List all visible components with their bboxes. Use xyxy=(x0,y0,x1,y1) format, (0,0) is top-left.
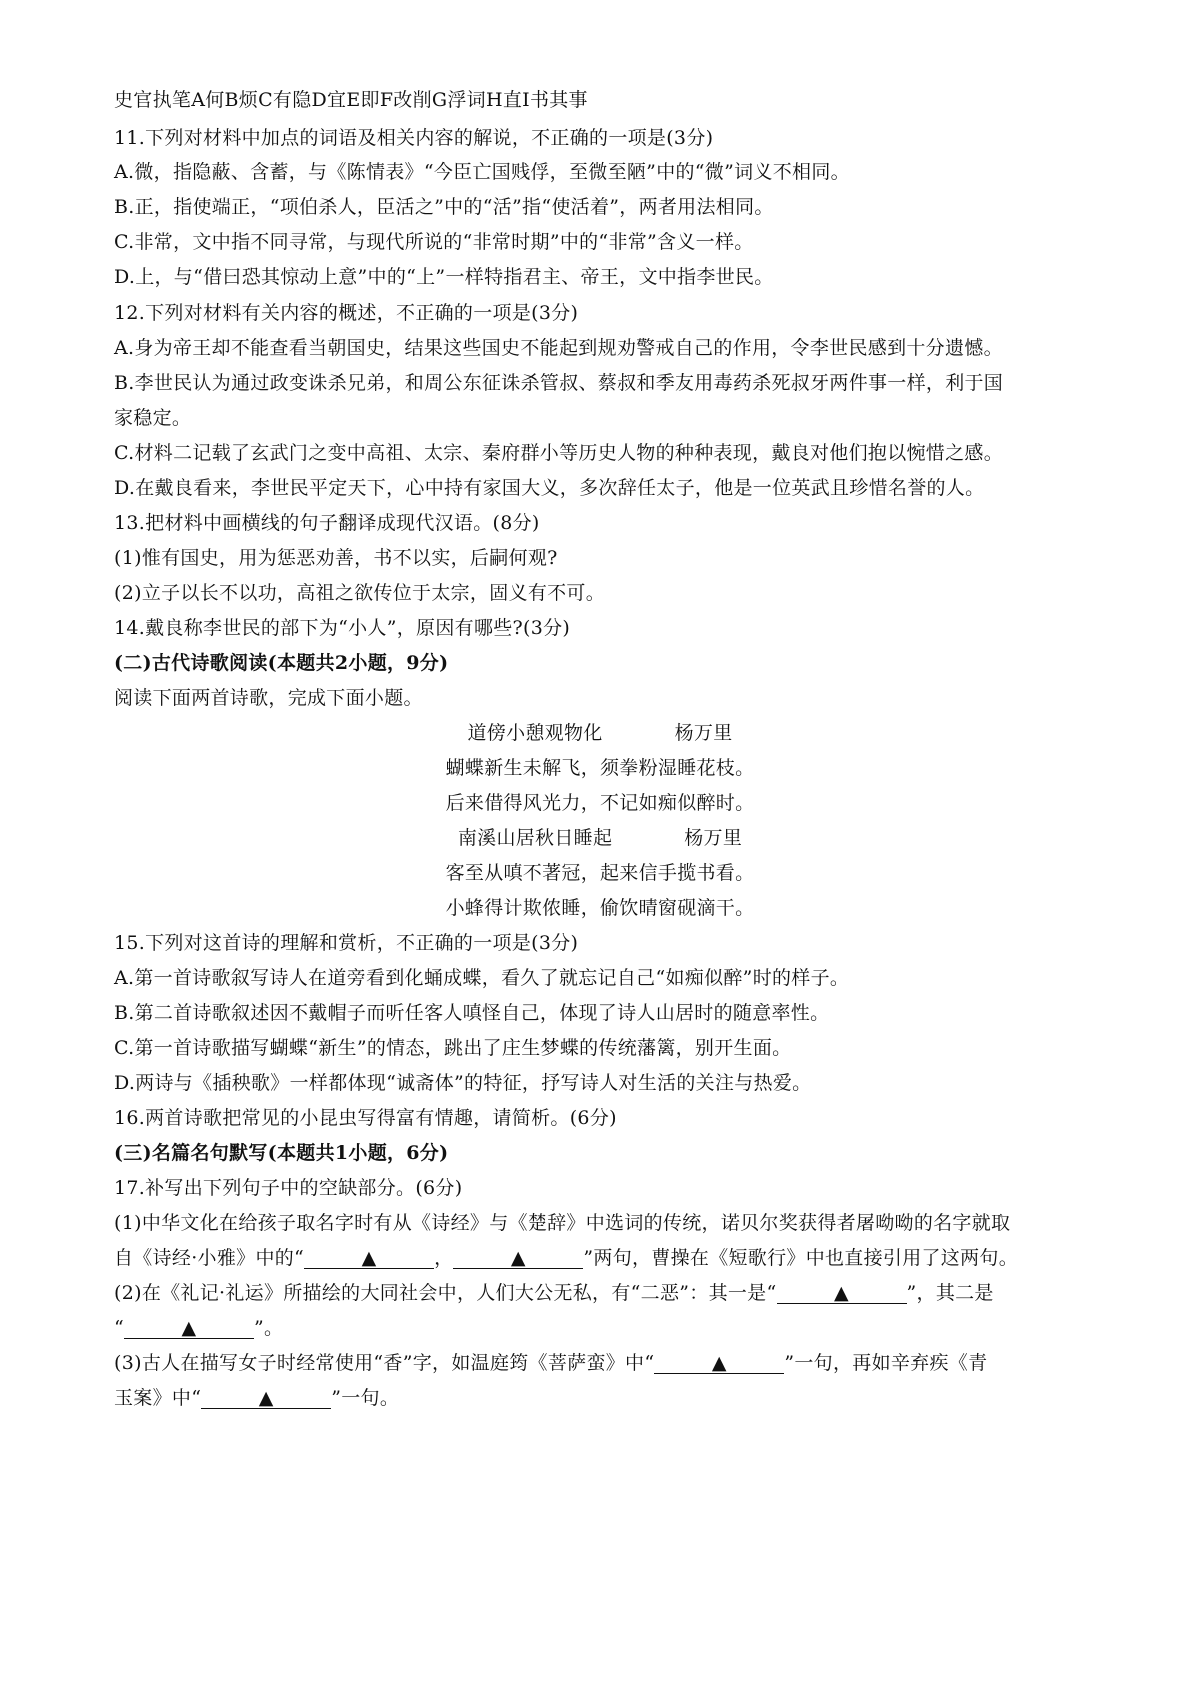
q11-option-d: D.上，与“借曰恐其惊动上意”中的“上”一样特指君主、帝王，文中指李世民。 xyxy=(114,266,774,288)
poem-1-author: 杨万里 xyxy=(674,722,733,744)
q15-option-b: B.第二首诗歌叙述因不戴帽子而听任客人嗔怪自己，体现了诗人山居时的随意率性。 xyxy=(114,1002,830,1024)
poem-1-title-line xyxy=(0,721,1200,745)
q12-option-a: A.身为帝王却不能查看当朝国史，结果这些国史不能起到规劝警戒自己的作用，令李世民感到十分遗憾。 xyxy=(114,337,1003,359)
q17-part3-line2 xyxy=(114,1386,1104,1410)
q17-part3-prefix-2: 玉案》中“ xyxy=(114,1387,202,1409)
poem-1-title: 道傍小憩观物化 xyxy=(467,722,603,744)
section-3-heading: (三)名篇名句默写(本题共1小题，6分) xyxy=(114,1142,449,1164)
answer-blank[interactable]: ▲ xyxy=(777,1283,907,1304)
poem-2-title: 南溪山居秋日睡起 xyxy=(457,827,613,849)
q13-sentence-2: (2)立子以长不以功，高祖之欲传位于太宗，固义有不可。 xyxy=(114,582,606,604)
poem-2-author: 杨万里 xyxy=(684,827,743,849)
q17-part2-open-quote: “ xyxy=(114,1317,125,1339)
q15-option-c: C.第一首诗歌描写蝴蝶“新生”的情态，跳出了庄生梦蝶的传统藩篱，别开生面。 xyxy=(114,1037,792,1059)
q15-option-d: D.两诗与《插秧歌》一样都体现“诚斋体”的特征，抒写诗人对生活的关注与热爱。 xyxy=(114,1072,812,1094)
poem-1-line-2: 后来借得风光力，不记如痴似醉时。 xyxy=(445,792,755,814)
q12-option-c: C.材料二记载了玄武门之变中高祖、太宗、秦府群小等历史人物的种种表现，戴良对他们抱以惋惜之感。 xyxy=(114,442,1004,464)
q17-part3-prefix: (3)古人在描写女子时经常使用“香”字，如温庭筠《菩萨蛮》中“ xyxy=(114,1352,655,1374)
q17-part3-suffix: ”一句，再如辛弃疾《青 xyxy=(784,1352,988,1374)
poem-2-line-2: 小蜂得计欺侬睡，偷饮晴窗砚滴干。 xyxy=(445,897,755,919)
q10-answer-line: 史官执笔A何B烦C有隐D宜E即F改削G浮词H直I书其事 xyxy=(114,89,588,111)
q15-option-a: A.第一首诗歌叙写诗人在道旁看到化蛹成蝶，看久了就忘记自己“如痴似醉”时的样子。 xyxy=(114,967,850,989)
q11-option-b: B.正，指使端正，“项伯杀人，臣活之”中的“活”指“使活着”，两者用法相同。 xyxy=(114,196,774,218)
q12-stem: 12.下列对材料有关内容的概述，不正确的一项是(3分) xyxy=(114,302,579,324)
answer-blank[interactable]: ▲ xyxy=(453,1248,583,1269)
q17-part3-suffix-2: ”一句。 xyxy=(331,1387,400,1409)
poem-1-line-1: 蝴蝶新生未解飞，须拳粉湿睡花枝。 xyxy=(445,757,755,779)
q17-part2-close-quote: ”。 xyxy=(254,1317,284,1339)
q12-option-d: D.在戴良看来，李世民平定天下，心中持有家国大义，多次辞任太子，他是一位英武且珍惜名誉的人。 xyxy=(114,477,985,499)
q12-option-b-line2: 家稳定。 xyxy=(114,407,192,429)
q17-part2-prefix: (2)在《礼记·礼运》所描绘的大同社会中，人们大公无私，有“二恶”：其一是“ xyxy=(114,1282,777,1304)
q11-option-c: C.非常，文中指不同寻常，与现代所说的“非常时期”中的“非常”含义一样。 xyxy=(114,231,754,253)
section-2-heading: (二)古代诗歌阅读(本题共2小题，9分) xyxy=(114,652,449,674)
q14-stem: 14.戴良称李世民的部下为“小人”，原因有哪些?(3分) xyxy=(114,617,571,639)
poem-2-line-1: 客至从嗔不著冠，起来信手揽书看。 xyxy=(445,862,755,884)
q17-part2-line2 xyxy=(114,1316,1104,1340)
q17-part1-line1: (1)中华文化在给孩子取名字时有从《诗经》与《楚辞》中选词的传统，诺贝尔奖获得者屠呦呦的名字就取 xyxy=(114,1212,1011,1234)
answer-blank[interactable]: ▲ xyxy=(201,1388,331,1409)
q16-stem: 16.两首诗歌把常见的小昆虫写得富有情趣，请简析。(6分) xyxy=(114,1107,617,1129)
q17-part1-comma: ， xyxy=(434,1247,454,1269)
q12-option-b-line1: B.李世民认为通过政变诛杀兄弟，和周公东征诛杀管叔、蔡叔和季友用毒药杀死叔牙两件事一样，利于国 xyxy=(114,372,1004,394)
q13-sentence-1: (1)惟有国史，用为惩恶劝善，书不以实，后嗣何观? xyxy=(114,547,558,569)
q17-part2-line1 xyxy=(114,1281,1104,1305)
section-2-intro: 阅读下面两首诗歌，完成下面小题。 xyxy=(114,687,423,709)
q17-part3-line1 xyxy=(114,1351,1104,1375)
q17-stem: 17.补写出下列句子中的空缺部分。(6分) xyxy=(114,1177,463,1199)
answer-blank[interactable]: ▲ xyxy=(124,1318,254,1339)
q17-part1-suffix: ”两句，曹操在《短歌行》中也直接引用了这两句。 xyxy=(583,1247,1018,1269)
answer-blank[interactable]: ▲ xyxy=(304,1248,434,1269)
q17-part1-line2 xyxy=(114,1246,1104,1270)
answer-blank[interactable]: ▲ xyxy=(654,1353,784,1374)
q13-stem: 13.把材料中画横线的句子翻译成现代汉语。(8分) xyxy=(114,512,540,534)
q11-stem: 11.下列对材料中加点的词语及相关内容的解说，不正确的一项是(3分) xyxy=(114,127,714,149)
q17-part2-suffix: ”，其二是 xyxy=(906,1282,994,1304)
q17-part1-prefix: 自《诗经·小雅》中的“ xyxy=(114,1247,305,1269)
poem-2-title-line xyxy=(0,826,1200,850)
q11-option-a: A.微，指隐蔽、含蓄，与《陈情表》“今臣亡国贱俘，至微至陋”中的“微”词义不相同。 xyxy=(114,161,850,183)
q15-stem: 15.下列对这首诗的理解和赏析，不正确的一项是(3分) xyxy=(114,932,579,954)
